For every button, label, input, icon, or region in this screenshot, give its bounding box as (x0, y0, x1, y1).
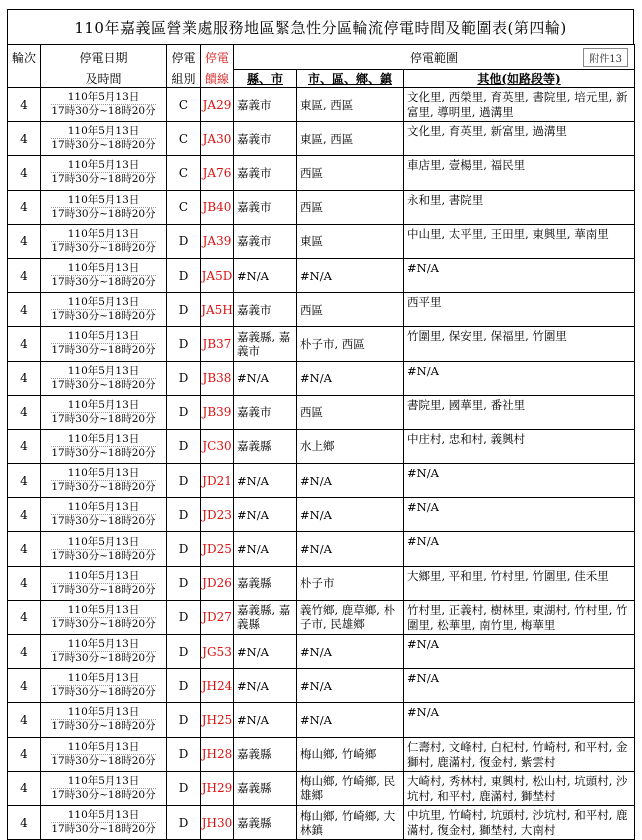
date-cell (41, 669, 167, 703)
outage-date: 110年5月13日 (67, 774, 140, 787)
feeder-cell: JB38 (201, 361, 234, 395)
other-cell: #N/A (404, 635, 635, 669)
date-cell (41, 635, 167, 669)
date-cell (41, 293, 167, 327)
date-cell (41, 805, 167, 839)
outage-date: 110年5月13日 (67, 125, 140, 138)
group-cell: D (167, 361, 201, 395)
table-row (8, 464, 635, 498)
outage-date: 110年5月13日 (67, 501, 140, 514)
district-cell: 水上鄉 (297, 429, 404, 463)
round-cell: 4 (8, 737, 41, 771)
other-cell: 車店里, 壹楊里, 福民里 (404, 156, 635, 190)
round-cell: 4 (8, 429, 41, 463)
outage-time: 17時30分~18時20分 (51, 617, 156, 630)
outage-time: 17時30分~18時20分 (51, 823, 156, 836)
outage-date: 110年5月13日 (67, 672, 140, 685)
district-cell: 東區 (297, 224, 404, 258)
table-row (8, 293, 635, 327)
table-row (8, 258, 635, 292)
outage-date: 110年5月13日 (67, 603, 140, 616)
group-cell: C (167, 122, 201, 156)
outage-time: 17時30分~18時20分 (51, 276, 156, 289)
feeder-cell: JH24 (201, 669, 234, 703)
district-cell: 西區 (297, 395, 404, 429)
county-cell: 嘉義縣 (234, 737, 297, 771)
date-cell (41, 498, 167, 532)
outage-time: 17時30分~18時20分 (51, 378, 156, 391)
other-cell: #N/A (404, 703, 635, 737)
other-cell: 文化里, 西榮里, 育英里, 書院里, 培元里, 新富里, 導明里, 過溝里 (404, 88, 635, 122)
header-round-cont (8, 70, 41, 88)
round-cell: 4 (8, 532, 41, 566)
date-cell (41, 190, 167, 224)
outage-time: 17時30分~18時20分 (51, 173, 156, 186)
round-cell: 4 (8, 635, 41, 669)
outage-date: 110年5月13日 (67, 467, 140, 480)
outage-time: 17時30分~18時20分 (51, 549, 156, 562)
date-cell (41, 395, 167, 429)
round-cell: 4 (8, 361, 41, 395)
annex-label: 附件13 (583, 48, 628, 67)
header-feeder-bottom: 饋線 (201, 70, 234, 88)
district-cell: #N/A (297, 361, 404, 395)
other-cell: 竹村里, 正義村, 樹林里, 東湖村, 竹村里, 竹圍里, 松華里, 南竹里, 梅華里 (404, 600, 635, 634)
round-cell: 4 (8, 190, 41, 224)
group-cell: D (167, 635, 201, 669)
county-cell: 嘉義市 (234, 395, 297, 429)
feeder-cell: JH25 (201, 703, 234, 737)
round-cell: 4 (8, 395, 41, 429)
outage-date: 110年5月13日 (67, 296, 140, 309)
feeder-cell: JB37 (201, 327, 234, 361)
header-scope-label: 停電範圍 (410, 50, 459, 65)
outage-time: 17時30分~18時20分 (51, 515, 156, 528)
round-cell: 4 (8, 224, 41, 258)
outage-time: 17時30分~18時20分 (51, 686, 156, 699)
outage-date: 110年5月13日 (67, 262, 140, 275)
table-row (8, 88, 635, 122)
round-cell: 4 (8, 464, 41, 498)
outage-date: 110年5月13日 (67, 330, 140, 343)
feeder-cell: JA30 (201, 122, 234, 156)
outage-date: 110年5月13日 (67, 569, 140, 582)
feeder-cell: JD25 (201, 532, 234, 566)
group-cell: D (167, 805, 201, 839)
outage-time: 17時30分~18時20分 (51, 583, 156, 596)
header-scope (234, 45, 635, 70)
county-cell: 嘉義縣, 嘉義縣 (234, 600, 297, 634)
date-cell (41, 327, 167, 361)
outage-date: 110年5月13日 (67, 91, 140, 104)
district-cell: #N/A (297, 669, 404, 703)
other-cell: 西平里 (404, 293, 635, 327)
group-cell: D (167, 464, 201, 498)
group-cell: D (167, 429, 201, 463)
table-row (8, 395, 635, 429)
feeder-cell: JA29 (201, 88, 234, 122)
feeder-cell: JA76 (201, 156, 234, 190)
district-cell: #N/A (297, 258, 404, 292)
outage-date: 110年5月13日 (67, 535, 140, 548)
feeder-cell: JC30 (201, 429, 234, 463)
table-row (8, 635, 635, 669)
outage-date: 110年5月13日 (67, 740, 140, 753)
district-cell: 東區, 西區 (297, 88, 404, 122)
district-cell: #N/A (297, 464, 404, 498)
header-date-bottom: 及時間 (41, 70, 167, 88)
table-header (8, 45, 635, 88)
table-row (8, 156, 635, 190)
round-cell: 4 (8, 327, 41, 361)
header-round: 輪次 (8, 45, 41, 70)
district-cell: 梅山鄉, 竹崎鄉, 民雄鄉 (297, 771, 404, 805)
group-cell: D (167, 498, 201, 532)
date-cell (41, 258, 167, 292)
table-row (8, 600, 635, 634)
header-date-top: 停電日期 (41, 45, 167, 70)
district-cell: 西區 (297, 293, 404, 327)
other-cell: 大崎村, 秀林村, 東興村, 松山村, 坑頭村, 沙坑村, 和平村, 鹿滿村, 獅埜村 (404, 771, 635, 805)
county-cell: 嘉義縣 (234, 771, 297, 805)
outage-time: 17時30分~18時20分 (51, 139, 156, 152)
table-row (8, 566, 635, 600)
header-feeder-top: 停電 (201, 45, 234, 70)
feeder-cell: JG53 (201, 635, 234, 669)
other-cell: 中山里, 太平里, 王田里, 東興里, 華南里 (404, 224, 635, 258)
group-cell: D (167, 327, 201, 361)
feeder-cell: JD27 (201, 600, 234, 634)
other-cell: 永和里, 書院里 (404, 190, 635, 224)
county-cell: #N/A (234, 703, 297, 737)
outage-time: 17時30分~18時20分 (51, 652, 156, 665)
date-cell (41, 429, 167, 463)
feeder-cell: JD23 (201, 498, 234, 532)
round-cell: 4 (8, 498, 41, 532)
header-group-bottom: 組別 (167, 70, 201, 88)
outage-time: 17時30分~18時20分 (51, 481, 156, 494)
district-cell: #N/A (297, 532, 404, 566)
other-cell: 文化里, 育英里, 新富里, 過溝里 (404, 122, 635, 156)
date-cell (41, 737, 167, 771)
table-row (8, 737, 635, 771)
group-cell: C (167, 190, 201, 224)
round-cell: 4 (8, 293, 41, 327)
feeder-cell: JB40 (201, 190, 234, 224)
group-cell: D (167, 669, 201, 703)
outage-time: 17時30分~18時20分 (51, 754, 156, 767)
group-cell: D (167, 566, 201, 600)
outage-date: 110年5月13日 (67, 432, 140, 445)
other-cell: #N/A (404, 258, 635, 292)
group-cell: D (167, 293, 201, 327)
round-cell: 4 (8, 703, 41, 737)
county-cell: 嘉義縣 (234, 429, 297, 463)
feeder-cell: JB39 (201, 395, 234, 429)
table-row (8, 771, 635, 805)
district-cell: 西區 (297, 156, 404, 190)
county-cell: #N/A (234, 498, 297, 532)
other-cell: 書院里, 國華里, 番社里 (404, 395, 635, 429)
county-cell: 嘉義市 (234, 156, 297, 190)
outage-date: 110年5月13日 (67, 638, 140, 651)
table-row (8, 122, 635, 156)
county-cell: #N/A (234, 635, 297, 669)
county-cell: #N/A (234, 258, 297, 292)
table-row (8, 224, 635, 258)
group-cell: D (167, 600, 201, 634)
date-cell (41, 361, 167, 395)
feeder-cell: JH29 (201, 771, 234, 805)
other-cell: 竹圍里, 保安里, 保福里, 竹圍里 (404, 327, 635, 361)
feeder-cell: JA39 (201, 224, 234, 258)
table-row (8, 532, 635, 566)
round-cell: 4 (8, 156, 41, 190)
other-cell: #N/A (404, 464, 635, 498)
group-cell: C (167, 156, 201, 190)
group-cell: C (167, 88, 201, 122)
feeder-cell: JA5D (201, 258, 234, 292)
date-cell (41, 771, 167, 805)
outage-time: 17時30分~18時20分 (51, 310, 156, 323)
county-cell: #N/A (234, 361, 297, 395)
date-cell (41, 600, 167, 634)
district-cell: 梅山鄉, 竹崎鄉, 大林鎮 (297, 805, 404, 839)
header-group-top: 停電 (167, 45, 201, 70)
outage-date: 110年5月13日 (67, 193, 140, 206)
outage-time: 17時30分~18時20分 (51, 105, 156, 118)
outage-time: 17時30分~18時20分 (51, 207, 156, 220)
table-row (8, 327, 635, 361)
other-cell: 中庄村, 忠和村, 義興村 (404, 429, 635, 463)
feeder-cell: JD21 (201, 464, 234, 498)
other-cell: #N/A (404, 498, 635, 532)
outage-time: 17時30分~18時20分 (51, 720, 156, 733)
table-body (8, 88, 635, 840)
round-cell: 4 (8, 600, 41, 634)
header-district: 市、區、鄉、鎮 (297, 70, 404, 88)
feeder-cell: JD26 (201, 566, 234, 600)
district-cell: #N/A (297, 703, 404, 737)
outage-time: 17時30分~18時20分 (51, 241, 156, 254)
round-cell: 4 (8, 805, 41, 839)
district-cell: #N/A (297, 635, 404, 669)
table-row (8, 703, 635, 737)
outage-time: 17時30分~18時20分 (51, 788, 156, 801)
group-cell: D (167, 532, 201, 566)
feeder-cell: JH28 (201, 737, 234, 771)
county-cell: #N/A (234, 464, 297, 498)
other-cell: #N/A (404, 669, 635, 703)
date-cell (41, 122, 167, 156)
document-title (7, 9, 634, 44)
outage-date: 110年5月13日 (67, 398, 140, 411)
feeder-cell: JH30 (201, 805, 234, 839)
district-cell: 西區 (297, 190, 404, 224)
county-cell: 嘉義市 (234, 122, 297, 156)
county-cell: 嘉義市 (234, 293, 297, 327)
round-cell: 4 (8, 122, 41, 156)
group-cell: D (167, 224, 201, 258)
outage-date: 110年5月13日 (67, 159, 140, 172)
other-cell: #N/A (404, 532, 635, 566)
outage-schedule-sheet (7, 9, 634, 840)
other-cell: #N/A (404, 361, 635, 395)
district-cell: 義竹鄉, 鹿草鄉, 朴子市, 民雄鄉 (297, 600, 404, 634)
table-row (8, 429, 635, 463)
district-cell: 東區, 西區 (297, 122, 404, 156)
header-county: 縣、市 (234, 70, 297, 88)
county-cell: #N/A (234, 532, 297, 566)
district-cell: 朴子市 (297, 566, 404, 600)
date-cell (41, 566, 167, 600)
date-cell (41, 532, 167, 566)
table-row (8, 669, 635, 703)
county-cell: 嘉義縣 (234, 805, 297, 839)
outage-time: 17時30分~18時20分 (51, 412, 156, 425)
county-cell: #N/A (234, 669, 297, 703)
date-cell (41, 464, 167, 498)
other-cell: 仁壽村, 文峰村, 白杞村, 竹崎村, 和平村, 金獅村, 鹿滿村, 復金村, 紫雲村 (404, 737, 635, 771)
round-cell: 4 (8, 258, 41, 292)
outage-table (7, 44, 635, 840)
district-cell: 朴子市, 西區 (297, 327, 404, 361)
date-cell (41, 703, 167, 737)
group-cell: D (167, 771, 201, 805)
group-cell: D (167, 395, 201, 429)
group-cell: D (167, 703, 201, 737)
outage-date: 110年5月13日 (67, 364, 140, 377)
table-row (8, 498, 635, 532)
county-cell: 嘉義縣 (234, 566, 297, 600)
district-cell: 梅山鄉, 竹崎鄉 (297, 737, 404, 771)
group-cell: D (167, 737, 201, 771)
document-title-text: 110年嘉義區營業處服務地區緊急性分區輪流停電時間及範圍表(第四輪) (74, 18, 567, 37)
county-cell: 嘉義市 (234, 224, 297, 258)
other-cell: 中坑里, 竹崎村, 坑頭村, 沙坑村, 和平村, 鹿滿村, 復金村, 獅埜村, 大南村 (404, 805, 635, 839)
outage-date: 110年5月13日 (67, 706, 140, 719)
table-row (8, 805, 635, 839)
feeder-cell: JA5H (201, 293, 234, 327)
outage-time: 17時30分~18時20分 (51, 446, 156, 459)
round-cell: 4 (8, 669, 41, 703)
date-cell (41, 88, 167, 122)
outage-time: 17時30分~18時20分 (51, 344, 156, 357)
outage-date: 110年5月13日 (67, 809, 140, 822)
county-cell: 嘉義市 (234, 88, 297, 122)
round-cell: 4 (8, 771, 41, 805)
round-cell: 4 (8, 566, 41, 600)
district-cell: #N/A (297, 498, 404, 532)
group-cell: D (167, 258, 201, 292)
date-cell (41, 156, 167, 190)
date-cell (41, 224, 167, 258)
other-cell: 大鄉里, 平和里, 竹村里, 竹圍里, 佳禾里 (404, 566, 635, 600)
table-row (8, 190, 635, 224)
round-cell: 4 (8, 88, 41, 122)
header-other: 其他(如路段等) (404, 70, 635, 88)
outage-date: 110年5月13日 (67, 227, 140, 240)
county-cell: 嘉義市 (234, 190, 297, 224)
county-cell: 嘉義縣, 嘉義市 (234, 327, 297, 361)
table-row (8, 361, 635, 395)
